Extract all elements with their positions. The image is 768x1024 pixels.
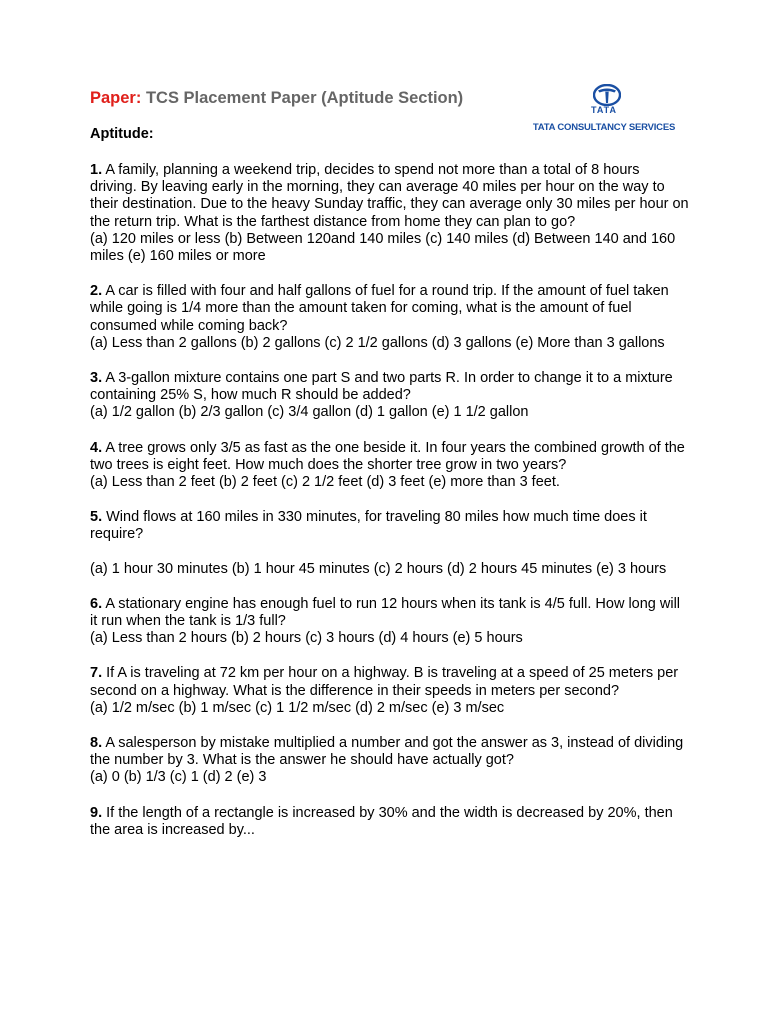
question-options: (a) Less than 2 gallons (b) 2 gallons (c) 2 1/2 gallons (d) 3 gallons (e) More than 3 gallons [90,334,665,351]
question-9 [90,805,690,839]
question-3 [90,370,690,422]
tcs-logo [528,84,680,142]
question-options: (a) 1/2 gallon (b) 2/3 gallon (c) 3/4 gallon (d) 1 gallon (e) 1 1/2 gallon [90,404,529,421]
question-7 [90,665,690,717]
logo-brand-text: TATA [591,105,617,115]
question-options: (a) Less than 2 feet (b) 2 feet (c) 2 1/2 feet (d) 3 feet (e) more than 3 feet. [90,474,560,491]
question-1 [90,162,690,265]
question-text: A family, planning a weekend trip, decides to spend not more than a total of 8 hours driving. By leaving early in the morning, they can average 40 miles per hour on the way to their destination. Due to the heavy Sunday traffic, they can average only 30 miles per hour on the return trip. What is the farthest distance from home they can plan to go? [90,162,689,230]
question-number: 8. [90,735,103,752]
question-text: Wind flows at 160 miles in 330 minutes, for traveling 80 miles how much time does it require? [90,509,647,543]
question-options: (a) 1 hour 30 minutes (b) 1 hour 45 minutes (c) 2 hours (d) 2 hours 45 minutes (e) 3 hours [90,560,667,577]
question-options: (a) 1/2 m/sec (b) 1 m/sec (c) 1 1/2 m/sec (d) 2 m/sec (e) 3 m/sec [90,699,505,716]
paper-label: Paper: [90,89,142,107]
question-options: (a) Less than 2 hours (b) 2 hours (c) 3 hours (d) 4 hours (e) 5 hours [90,630,523,647]
question-2 [90,283,690,352]
section-heading: Aptitude: [90,126,154,142]
question-text: A tree grows only 3/5 as fast as the one beside it. In four years the combined growth of the two trees is eight feet. How much does the shorter tree grow in two years? [90,439,685,473]
tata-logo-icon [593,84,621,106]
question-number: 9. [90,804,103,821]
question-5 [90,509,690,578]
question-text: A car is filled with four and half gallons of fuel for a round trip. If the amount of fuel taken while going is 1/4 more than the amount taken for coming, what is the amount of fuel consumed while coming back? [90,283,669,334]
question-number: 6. [90,595,103,612]
question-4 [90,440,690,492]
question-text: A salesperson by mistake multiplied a number and got the answer as 3, instead of dividing the number by 3. What is the answer he should have actually got? [90,735,684,769]
question-options: (a) 120 miles or less (b) Between 120and 140 miles (c) 140 miles (d) Between 140 and 160 miles (e) 160 miles or more [90,230,676,265]
question-number: 2. [90,283,103,300]
paper-header [90,89,463,108]
question-text: If the length of a rectangle is increased by 30% and the width is decreased by 20%, then the area is increased by... [90,804,673,838]
question-list [90,162,690,857]
question-options: (a) 0 (b) 1/3 (c) 1 (d) 2 (e) 3 [90,769,267,786]
question-6 [90,596,690,648]
question-number: 1. [90,162,103,178]
question-number: 3. [90,370,103,387]
paper-title: TCS Placement Paper (Aptitude Section) [145,89,464,107]
question-number: 7. [90,665,103,682]
question-text: If A is traveling at 72 km per hour on a highway. B is traveling at a speed of 25 meters per second on a highway. What is the difference in their speeds in meters per second? [90,665,679,699]
question-number: 5. [90,509,103,526]
question-8 [90,735,690,787]
question-text: A 3-gallon mixture contains one part S and two parts R. In order to change it to a mixture containing 25% S, how much R should be added? [90,370,673,404]
logo-company-text: TATA CONSULTANCY SERVICES [532,122,676,133]
question-text: A stationary engine has enough fuel to run 12 hours when its tank is 4/5 full. How long will it run when the tank is 1/3 full? [90,595,681,630]
question-number: 4. [90,439,103,456]
